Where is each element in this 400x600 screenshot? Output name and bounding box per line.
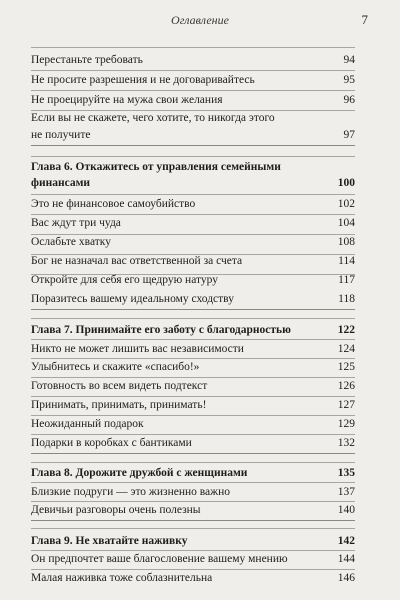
toc-entry: Малая наживка тоже соблазнительна 146 bbox=[31, 572, 355, 584]
toc-entry: Бог не назначал вас ответственной за счета 114 bbox=[31, 255, 355, 267]
toc-entry: Откройте для себя его щедрую натуру 117 bbox=[31, 274, 355, 286]
page-number: 7 bbox=[361, 12, 368, 27]
toc-entry: Это не финансовое самоубийство 102 bbox=[31, 198, 355, 210]
section-divider bbox=[31, 309, 355, 310]
section-divider bbox=[31, 145, 355, 146]
toc-entry: Поразитесь вашему идеальному сходству 118 bbox=[31, 293, 355, 305]
toc-entry: Никто не может лишить вас независимости 124 bbox=[31, 343, 355, 355]
toc-entry: Перестаньте требовать 94 bbox=[31, 54, 355, 66]
toc-entry: Улыбнитесь и скажите «спасибо!» 125 bbox=[31, 361, 355, 373]
toc-entry: Близкие подруги — это жизненно важно 137 bbox=[31, 486, 355, 498]
chapter-heading: Глава 9. Не хватайте наживку 142 bbox=[31, 535, 355, 547]
chapter-heading: Глава 6. Откажитесь от управления семейными bbox=[31, 161, 281, 173]
toc-entry: Девичьи разговоры очень полезны 140 bbox=[31, 504, 355, 516]
divider bbox=[31, 47, 355, 48]
toc-entry: Он предпочтет ваше благословение вашему мнению 144 bbox=[31, 553, 355, 565]
section-divider bbox=[31, 453, 355, 454]
toc-entry: Принимать, принимать, принимать! 127 bbox=[31, 399, 355, 411]
toc-entry: Не просите разрешения и не договаривайтесь 95 bbox=[31, 74, 355, 86]
toc-entry: Неожиданный подарок 129 bbox=[31, 418, 355, 430]
toc-entry: Вас ждут три чуда 104 bbox=[31, 217, 355, 229]
toc-entry: Подарки в коробках с бантиками 132 bbox=[31, 437, 355, 449]
divider bbox=[31, 318, 355, 319]
section-divider bbox=[31, 520, 355, 521]
page-header bbox=[30, 13, 370, 33]
toc-entry: Не проецируйте на мужа свои желания 96 bbox=[31, 94, 355, 106]
toc-entry: Готовность во всем видеть подтекст 126 bbox=[31, 380, 355, 392]
chapter-heading: Глава 8. Дорожите дружбой с женщинами 135 bbox=[31, 467, 355, 479]
divider bbox=[31, 528, 355, 529]
chapter-heading: Глава 7. Принимайте его заботу с благодарностью 122 bbox=[31, 324, 355, 336]
toc-entry: не получите 97 bbox=[31, 129, 355, 141]
running-title: Оглавление bbox=[171, 13, 229, 27]
chapter-heading: финансами 100 bbox=[31, 177, 355, 189]
toc-entry: Если вы не скажете, чего хотите, то никогда этого bbox=[31, 112, 275, 124]
toc-entry: Ослабьте хватку 108 bbox=[31, 236, 355, 248]
